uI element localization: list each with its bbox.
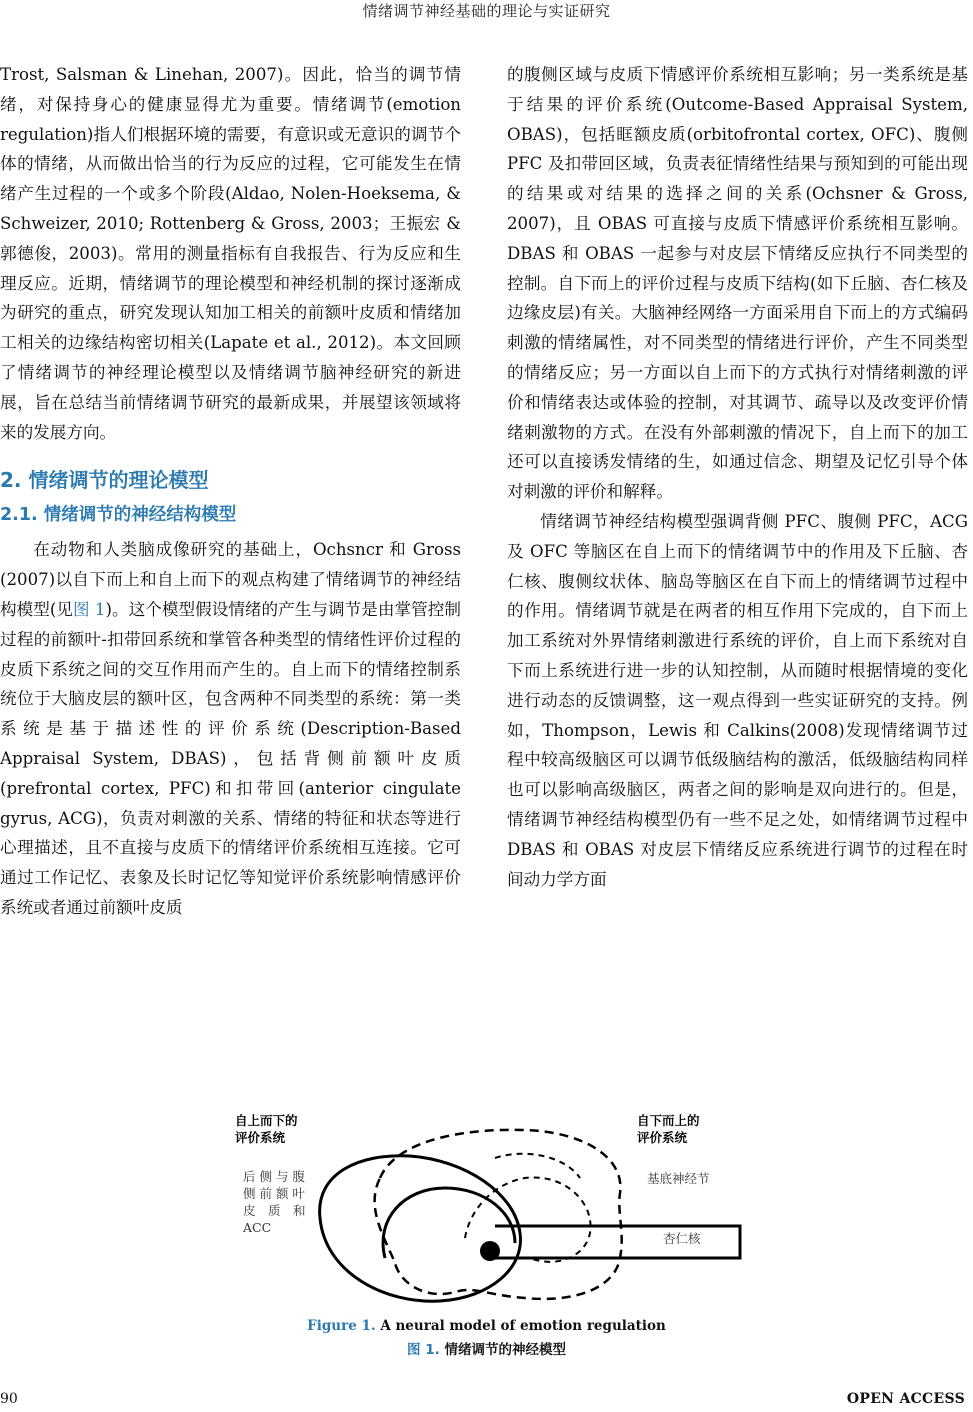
top-down-label: 自上而下的 评价系统 (235, 1113, 298, 1145)
left-paragraph-2 (0, 535, 461, 922)
section-2-heading: 2. 情绪调节的理论模型 (0, 468, 209, 493)
figure-caption-english-number: Figure 1. (307, 1318, 376, 1334)
left-paragraph-1: Trost, Salsman & Linehan, 2007)。因此，恰当的调节情绪，对保持身心的健康显得尤为重要。情绪调节(emotion regulation)指人们根据环境的需要，有意识或无意识的调节个体的情绪，从而做出恰当的行为反应的过程，它可能发生在情绪产生过程的一个或多个阶段(Aldao, Nolen-Hoeksema, & Schweizer, 2010; Rottenberg & Gross, 2003；王振宏 & 郭德俊，2003)。常用的测量指标有自我报告、行为反应和生理反应。近期，情绪调节的理论模型和神经机制的探讨逐渐成为研究的重点，研究发现认知加工相关的前额叶皮质和情绪加工相关的边缘结构密切相关(Lapate et al., 2012)。本文回顾了情绪调节的神经理论模型以及情绪调节脑神经研究的新进展，旨在总结当前情绪调节研究的最新成果，并展望该领域将来的发展方向。 (0, 65, 461, 442)
amygdala-label: 杏仁核 (663, 1231, 701, 1246)
amygdala-dot (480, 1241, 500, 1261)
page-number: 90 (0, 1391, 18, 1407)
figure-caption-chinese-number: 图 1. (407, 1342, 440, 1358)
running-header: 情绪调节神经基础的理论与实证研究 (362, 2, 611, 20)
figure-caption-english (0, 1318, 973, 1334)
open-access-label: OPEN ACCESS (846, 1391, 965, 1407)
left-paragraph-2-part-b: )。这个模型假设情绪的产生与调节是由掌管控制过程的前额叶-扣带回系统和掌管各种类型的情绪性评价过程的皮质下系统之间的交互作用而产生的。自上而下的情绪控制系统位于大脑皮层的额叶区，包含两种不同类型的系统：第一类系统是基于描述性的评价系统(Description-Based Appraisal System, DBAS)，包括背侧前额叶皮质(prefrontal cortex, PFC)和扣带回(anterior cingulate gyrus, ACG)，负责对刺激的关系、情绪的特征和状态等进行心理描述，且不直接与皮质下的情绪评价系统相互连接。它可通过工作记忆、表象及长时记忆等知觉评价系统影响情感评价系统或者通过前额叶皮质 (0, 599, 461, 917)
right-paragraph-2: 情绪调节神经结构模型强调背侧 PFC、腹侧 PFC，ACG 及 OFC 等脑区在自上而下的情绪调节中的作用及下丘脑、杏仁核、腹侧纹状体、脑岛等脑区在自下而上的情绪调节过程中的作用。情绪调节就是在两者的相互作用下完成的，自下而上加工系统对外界情绪刺激进行系统的评价，自上而下系统对自下而上系统进行进一步的认知控制，从而随时根据情境的变化进行动态的反馈调整，这一观点得到一些实证研究的支持。例如，Thompson，Lewis 和 Calkins(2008)发现情绪调节过程中较高级脑区可以调节低级脑结构的激活，低级脑结构同样也可以影响高级脑区，两者之间的影响是双向进行的。但是，情绪调节神经结构模型仍有一些不足之处，如情绪调节过程中 DBAS 和 OBAS 对皮层下情绪反应系统进行调节的过程在时间动力学方面 (507, 511, 968, 889)
right-paragraph-1: 的腹侧区域与皮质下情感评价系统相互影响；另一类系统是基于结果的评价系统(Outcome-Based Appraisal System, OBAS)，包括眶额皮质(orbitofrontal cortex, OFC)、腹侧 PFC 及扣带回区域，负责表征情绪性结果与预知到的可能出现的结果或对结果的选择之间的关系(Ochsner & Gross, 2007)，且 OBAS 可直接与皮质下情感评价系统相互影响。DBAS 和 OBAS 一起参与对皮层下情绪反应执行不同类型的控制。自下而上的评价过程与皮质下结构(如下丘脑、杏仁核及边缘皮层)有关。大脑神经网络一方面采用自下而上的方式编码刺激的情绪属性，对不同类型的情绪进行评价，产生不同类型的情绪反应；另一方面以自上而下的方式执行对情绪刺激的评价和情绪表达或体验的控制，对其调节、疏导以及改变评价情绪刺激物的方式。在没有外部刺激的情况下，自上而下的加工还可以直接诱发情绪的生，如通过信念、期望及记忆引导个体对刺激的评价和解释。 (507, 65, 968, 502)
pfc-acc-label: 后 侧 与 腹 侧 前 额 叶 皮 质 和 ACC (243, 1169, 306, 1235)
cingulate-dashed (495, 1154, 580, 1178)
left-paragraph-2-part-a: 在动物和人类脑成像研究的基础上，Ochsncr 和 Gross (2007)以自下而上和自上而下的观点构建了情绪调节的神经结构模型(见 (0, 540, 461, 619)
figure-caption-chinese-text: 情绪调节的神经模型 (444, 1342, 566, 1358)
bottom-up-label: 自下而上的 评价系统 (637, 1113, 700, 1145)
figure-1-link[interactable]: 图 1 (72, 599, 106, 619)
right-column (507, 60, 968, 894)
figure-caption-english-text: A neural model of emotion regulation (380, 1318, 666, 1334)
brainstem-outline (495, 1226, 740, 1258)
basal-ganglia-label: 基底神经节 (647, 1171, 710, 1186)
section-2-1-heading: 2.1. 情绪调节的神经结构模型 (0, 505, 237, 526)
left-column (0, 60, 461, 923)
frontal-cortex-outline (320, 1156, 521, 1301)
figure-caption-chinese (0, 1338, 973, 1358)
figure-1 (225, 1108, 745, 1308)
